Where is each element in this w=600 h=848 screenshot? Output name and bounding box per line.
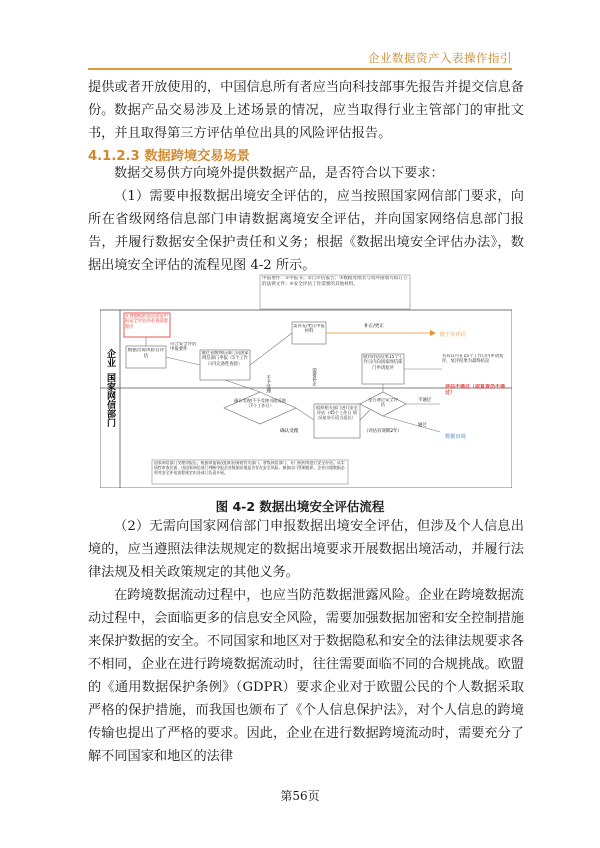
allow-label: 数据出境 bbox=[445, 434, 466, 440]
trigger-text: 开展数据跨境活动前申报安全评估的必备前置程序 bbox=[125, 314, 168, 330]
header-title: 企业数据资产入表操作指引 bbox=[368, 51, 512, 65]
need-fix-label: 需要补正 bbox=[311, 368, 317, 386]
header-divider bbox=[88, 68, 512, 70]
paragraph-2: 数据产品交易涉及上述场景的情况，应当取得行业主管部门的审批文书，并且取得第三方评估单位出具的风险评估报告。 bbox=[88, 103, 524, 141]
submit-text: 通过省级网信部门向国家网信部门申报（5个工作日内完备性查验） bbox=[201, 351, 249, 367]
supplement-text: 需补充/更正申报材料 bbox=[293, 324, 325, 335]
pass-q-text: 是否通过安全评估 bbox=[367, 398, 399, 409]
result-text: 收到评估结果15个工作日内向国家网信部门申请复评 bbox=[363, 355, 403, 371]
self-assess-text: 数据出境风险自评估 bbox=[127, 348, 165, 359]
reject-label: 不予受理 bbox=[265, 375, 271, 393]
docs-text: 申报要件：①申报书；②自评估报告；③数据处理者与境外接收方拟订立的法律文件；④安全评估工作需要的其他材料。 bbox=[262, 276, 408, 287]
meet-req-text: 符合安全评估申报要件 bbox=[170, 342, 197, 353]
organize-text: 组织相关部门进行安全评估（45个工作日 情况复杂可适当延长） bbox=[316, 405, 358, 421]
fix-label: 补正/更正 bbox=[364, 324, 384, 329]
page-number: 第56页 bbox=[280, 789, 320, 803]
recheck-text: 有异议可在15个工作日内申请复评，复评结果为最终结论 bbox=[442, 354, 504, 365]
no-pass-label: 不通过 bbox=[418, 398, 432, 403]
section-heading: 4.1.2.3 数据跨境交易场景 bbox=[88, 149, 250, 164]
pass-label: 通过 bbox=[418, 423, 427, 428]
lane-agency: 国家网信部门 bbox=[105, 373, 115, 427]
paragraph-3: 数据交易供方向境外提供数据产品，是否符合以下要求： bbox=[114, 166, 444, 181]
paragraph-4: （1）需要申报数据出境安全评估的，应当按照国家网信部门要求，向所在省级网络信息部门申请数据离境安全评估，并向国家网络信息部门报告，并履行数据安全保护责任和义务；根据《数据出境安全评估办法》，数据出境安全评估的流程见图 4-2 所示。 bbox=[88, 189, 524, 273]
allow-top: 限于在评估 bbox=[440, 332, 466, 338]
paragraph-1: 提供或者开放使用的，中国信息所有者应当向科技部事先报告并提交信息备份。 bbox=[88, 80, 524, 118]
paragraph-6: 在跨境数据流动过程中，也应当防范数据泄露风险。企业在跨境数据流动过程中，会面临更多的信息安全风险，需要加强数据加密和安全控制措施来保护数据的安全。不同国家和地区对于数据隐私和安全的法律法规要求各不相同，企业在进行跨境数据流动时，往往需要面临不同的合规挑战。欧盟的《通用数据保护条例》（GDPR）要求企业对于欧盟公民的个人数据采取严格的保护措施，而我国也颁布了《个人信息保护法》，对个人信息的跨境传输也提出了严格的要求。因此，企业在进行数据跨境流动时，需要充分了解不同国家和地区的法律 bbox=[88, 588, 524, 764]
lane-enterprise: 企业 bbox=[105, 349, 115, 367]
note-text: 国家网信部门受理申报后，根据申报情况组织国务院有关部门、省级网信部门、专门机构等进行安全评估。从实质性审查层面，由国家网信部门判断申报企业数据出境是否存在安全风险。参加出口管制组织、企业出境数据必须对安全评估流程规定由各部门负责开展。 bbox=[154, 461, 345, 475]
figure-caption: 图 4-2 数据出境安全评估流程 bbox=[215, 499, 385, 514]
paragraph-5: （2）无需向国家网信部门申报数据出境安全评估，但涉及个人信息出境的，应当遵照法律法规规定的数据出境要求开展数据出境活动，并履行法律法规及相关政策规定的其他义务。 bbox=[88, 519, 524, 580]
confirm-label: 确认受理 bbox=[280, 429, 299, 434]
valid-label: （评估有效期2年） bbox=[364, 429, 402, 434]
accept-text: 确认受理/不予受理书面反馈（7个工作日） bbox=[234, 398, 286, 409]
no-pass-text: 评估不通过（或复查仍不通过） bbox=[445, 384, 505, 396]
flowchart-figure bbox=[100, 270, 512, 488]
